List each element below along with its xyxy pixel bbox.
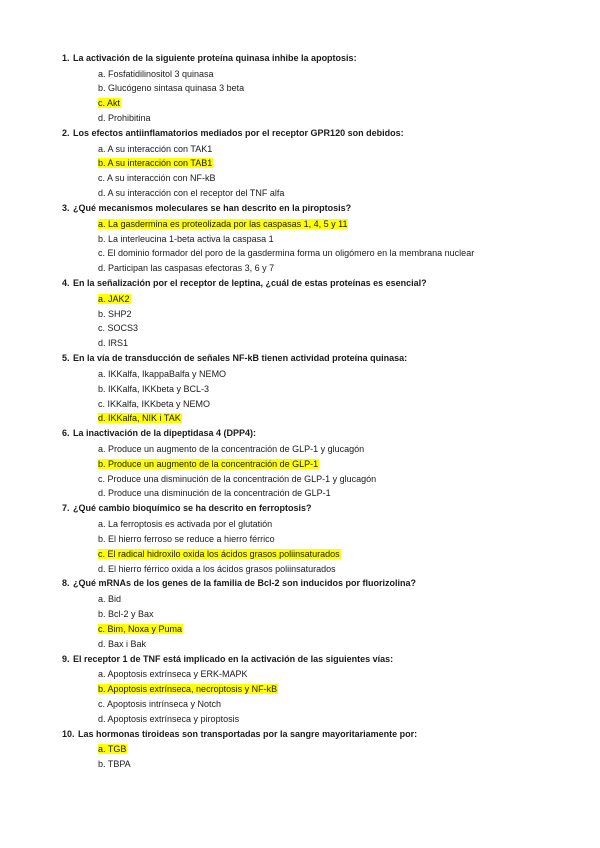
question-item xyxy=(0,426,600,501)
answer-option xyxy=(0,81,600,96)
answer-option xyxy=(0,321,600,336)
answer-option-label: c. Produce una disminución de la concentración de GLP-1 y glucagón xyxy=(98,473,377,484)
answer-option-label: c. Apoptosis intrínseca y Notch xyxy=(98,698,222,709)
answer-option-label: b. El hierro ferroso se reduce a hierro férrico xyxy=(98,533,275,544)
answer-option xyxy=(0,142,600,157)
question-number: 7. xyxy=(62,503,70,514)
answer-option-highlighted xyxy=(0,547,600,562)
answer-option xyxy=(0,261,600,276)
answer-option-label: a. La ferroptosis es activada por el glutatión xyxy=(98,518,273,529)
answer-option-highlighted xyxy=(0,682,600,697)
question-item xyxy=(0,652,600,727)
answer-option xyxy=(0,472,600,487)
answer-option-label: d. Participan las caspasas efectoras 3, 6 y 7 xyxy=(98,263,275,274)
question-number: 6. xyxy=(62,428,70,439)
answer-option-highlighted xyxy=(0,411,600,426)
question-text: En la señalización por el receptor de leptina, ¿cuál de estas proteínas es esencial? xyxy=(73,278,427,289)
question-item xyxy=(0,201,600,276)
question-header xyxy=(0,351,600,366)
question-number: 1. xyxy=(62,53,70,63)
answer-option-label: a. Fosfatidilinositol 3 quinasa xyxy=(98,68,214,79)
answer-option-label: a. JAK2 xyxy=(98,293,130,304)
question-header xyxy=(0,652,600,667)
answer-option-label: c. SOCS3 xyxy=(98,323,139,334)
answer-option-label: b. Apoptosis extrínseca, necroptosis y NF-kB xyxy=(98,683,278,694)
question-header xyxy=(0,276,600,291)
question-number: 9. xyxy=(62,653,70,664)
answer-option-label: b. La interleucina 1-beta activa la caspasa 1 xyxy=(98,233,274,244)
answer-option-highlighted xyxy=(0,622,600,637)
answer-option-label: a. A su interacción con TAK1 xyxy=(98,143,213,154)
answer-option xyxy=(0,757,600,772)
answer-option-highlighted xyxy=(0,292,600,307)
answer-option-label: b. Produce un augmento de la concentración de GLP-1 xyxy=(98,458,319,469)
answer-option-label: d. Apoptosis extrínseca y piroptosis xyxy=(98,713,240,724)
answer-option-label: b. SHP2 xyxy=(98,308,132,319)
question-number: 10. xyxy=(62,728,75,739)
question-number: 4. xyxy=(62,278,70,289)
question-text: En la vía de transducción de señales NF-kB tienen actividad proteína quinasa: xyxy=(73,353,408,364)
answer-option xyxy=(0,562,600,577)
question-item xyxy=(0,501,600,576)
question-header xyxy=(0,501,600,516)
answer-option xyxy=(0,307,600,322)
question-item xyxy=(0,51,600,126)
answer-option-label: b. TBPA xyxy=(98,758,131,769)
answer-option-label: b. IKKalfa, IKKbeta y BCL-3 xyxy=(98,383,210,394)
answer-option xyxy=(0,367,600,382)
answer-option xyxy=(0,336,600,351)
answer-option-label: d. El hierro férrico oxida a los ácidos grasos poliinsaturados xyxy=(98,563,336,574)
answer-option-label: d. IKKalfa, NIK i TAK xyxy=(98,413,181,424)
answer-option-label: b. Glucógeno sintasa quinasa 3 beta xyxy=(98,83,245,94)
answer-option-highlighted xyxy=(0,742,600,757)
question-item xyxy=(0,727,600,772)
question-number: 8. xyxy=(62,578,70,589)
question-header xyxy=(0,727,600,742)
answer-option-label: d. IRS1 xyxy=(98,338,129,349)
question-text: ¿Qué mecanismos moleculares se han descrito en la piroptosis? xyxy=(73,203,352,214)
question-header xyxy=(0,51,600,66)
question-number: 5. xyxy=(62,353,70,364)
answer-option xyxy=(0,712,600,727)
answer-option xyxy=(0,67,600,82)
answer-option-label: a. Produce un augmento de la concentración de GLP-1 y glucagón xyxy=(98,443,365,454)
answer-option xyxy=(0,171,600,186)
answer-option-label: c. A su interacción con NF-kB xyxy=(98,173,216,184)
answer-option-label: c. El radical hidroxilo oxida los ácidos grasos poliinsaturados xyxy=(98,548,340,559)
question-list xyxy=(0,51,600,772)
answer-option-label: d. Prohibitina xyxy=(98,113,151,124)
question-text: El receptor 1 de TNF está implicado en la activación de las siguientes vías: xyxy=(73,653,394,664)
question-header xyxy=(0,426,600,441)
question-item xyxy=(0,276,600,351)
answer-option-label: b. Bcl-2 y Bax xyxy=(98,608,154,619)
answer-option xyxy=(0,232,600,247)
answer-option xyxy=(0,442,600,457)
question-text: ¿Qué mRNAs de los genes de la familia de Bcl-2 son inducidos por fluorizolina? xyxy=(73,578,417,589)
question-header xyxy=(0,201,600,216)
answer-option-label: c. IKKalfa, IKKbeta y NEMO xyxy=(98,398,211,409)
question-text: Los efectos antiinflamatorios mediados por el receptor GPR120 son debidos: xyxy=(73,128,404,139)
answer-option-label: c. Bim, Noxa y Puma xyxy=(98,623,183,634)
answer-option-label: d. Produce una disminución de la concentración de GLP-1 xyxy=(98,488,331,499)
answer-option xyxy=(0,637,600,652)
answer-option-highlighted xyxy=(0,217,600,232)
question-item xyxy=(0,351,600,426)
answer-option xyxy=(0,111,600,126)
answer-option-highlighted xyxy=(0,457,600,472)
answer-option xyxy=(0,592,600,607)
answer-option-label: d. A su interacción con el receptor del TNF alfa xyxy=(98,188,285,199)
answer-option-label: b. A su interacción con TAB1 xyxy=(98,158,213,169)
answer-option-label: a. IKKalfa, IkappaBalfa y NEMO xyxy=(98,368,227,379)
question-item xyxy=(0,576,600,651)
question-number: 3. xyxy=(62,203,70,214)
answer-option-label: a. Apoptosis extrínseca y ERK-MAPK xyxy=(98,669,248,679)
answer-option xyxy=(0,607,600,622)
answer-option xyxy=(0,486,600,501)
question-item xyxy=(0,126,600,201)
answer-option xyxy=(0,397,600,412)
answer-option-highlighted xyxy=(0,156,600,171)
question-text: La activación de la siguiente proteína quinasa inhibe la apoptosis: xyxy=(73,53,357,63)
answer-option xyxy=(0,532,600,547)
answer-option-label: d. Bax i Bak xyxy=(98,638,147,649)
question-number: 2. xyxy=(62,128,70,139)
answer-option-label: c. Akt xyxy=(98,98,121,109)
question-text: Las hormonas tiroideas son transportadas por la sangre mayoritariamente por: xyxy=(78,728,418,739)
answer-option xyxy=(0,697,600,712)
question-header xyxy=(0,576,600,591)
answer-option xyxy=(0,246,600,261)
question-header xyxy=(0,126,600,141)
answer-option-highlighted xyxy=(0,96,600,111)
answer-option xyxy=(0,186,600,201)
answer-option-label: a. Bid xyxy=(98,593,122,604)
answer-option xyxy=(0,667,600,682)
answer-option-label: a. TGB xyxy=(98,744,127,755)
question-text: La inactivación de la dipeptidasa 4 (DPP4): xyxy=(73,428,257,439)
answer-option xyxy=(0,517,600,532)
question-text: ¿Qué cambio bioquímico se ha descrito en ferroptosis? xyxy=(73,503,312,514)
answer-option-label: c. El dominio formador del poro de la gasdermina forma un oligómero en la membrana nuclear xyxy=(98,248,475,259)
answer-option xyxy=(0,382,600,397)
answer-option-label: a. La gasdermina es proteolizada por las caspasas 1, 4, 5 y 11 xyxy=(98,218,348,229)
